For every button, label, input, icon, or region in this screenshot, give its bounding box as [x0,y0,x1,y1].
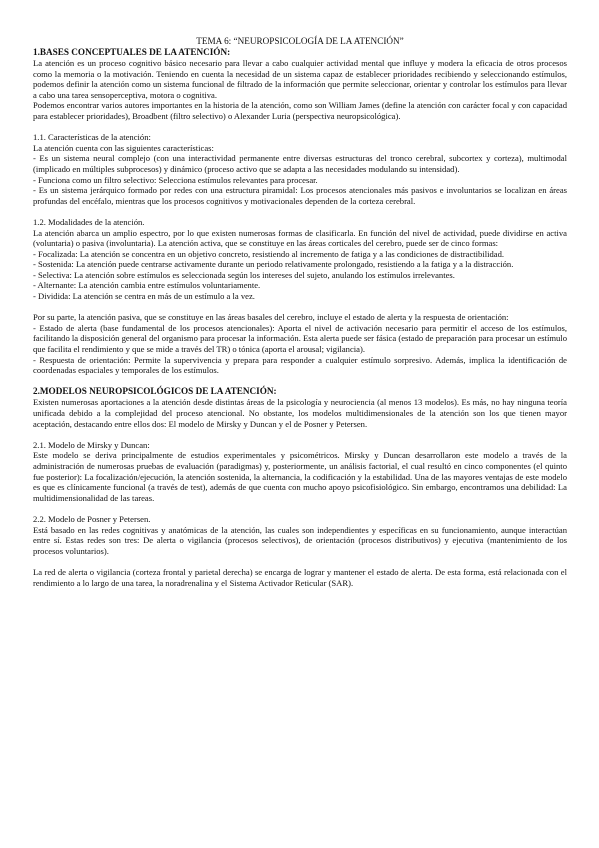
list-item: - Estado de alerta (base fundamental de los procesos atencionales): Aporta el nivel de activación necesario para permitir el acceso de los estímulos, facilitando la disposición general del organismo para procesar la información. Esta alerta puede ser fásica (estado de preparación para procesar un estímulo que facilita el rendimiento y que se mide a través del TR) o tónica (aporta el arousal; vigilancia). [33,322,567,355]
subsection-1-2-intro: La atención abarca un amplio espectro, por lo que existen numerosas formas de clasificarla. En función del nivel de actividad, puede dividirse en activa (voluntaria) o pasiva (involuntaria). La atención activa, que se constituye en las áreas corticales del cerebro, puede ser de cinco formas: [33,227,567,249]
spacer [33,122,567,133]
subsection-2-2-paragraph: Está basado en las redes cognitivas y anatómicas de la atención, las cuales son independientes y específicas en su funcionamiento, aunque interactúan entre sí. Estas redes son tres: De alerta o vigilancia (procesos selectivos), de orientación (procesos distributivos) y ejecutiva (mantenimiento de los procesos voluntarios). [33,524,567,556]
list-item: - Funciona como un filtro selectivo: Selecciona estímulos relevantes para procesar. [33,174,318,185]
list-item: - Focalizada: La atención se concentra en un objetivo concreto, resistiendo al incremento de fatiga y a las condiciones de distractibilidad. [33,248,505,259]
page-title: TEMA 6: “NEUROPSICOLOGÍA DE LA ATENCIÓN” [196,36,404,46]
section-2-paragraph: Existen numerosas aportaciones a la atención desde distintas áreas de la psicología y neurociencia (al menos 13 modelos). Es más, no hay ninguna teoría unificada debido a la complejidad del proceso atencional. No obstante, los modelos multidimensionales de la atención son los que tienen mayor aceptación, destacando entre ellos dos: El modelo de Mirsky y Duncan y el de Posner y Petersen. [33,397,567,429]
section-1-paragraph: Podemos encontrar varios autores importantes en la historia de la atención, como son William James (define la atención con carácter focal y con capacidad para establecer prioridades), Broadbent (filtro selectivo) o Alexander Luria (perspectiva neuropsicológica). [33,100,567,121]
subsection-1-1-heading: 1.1. Características de la atención: [33,132,151,143]
list-item: - Alternante: La atención cambia entre estímulos voluntariamente. [33,280,261,291]
subsection-2-1-paragraph: Este modelo se deriva principalmente de estudios experimentales y psicométricos. Mirsky y Duncan desarrollaron este modelo a través de la administración de numerosas pruebas de evaluación (paradigmas) y, posteriormente, un análisis factorial, el cual resultó en cinco componentes (el quinto fue posterior): La focalización/ejecución, la atención sostenida, la alternancia, la codificación y la estabilidad. Una de las mayores ventajas de este modelo es que es clínicamente funcional (a través de test), además de que cuenta con mucho apoyo psicofisiológico. Sin embargo, encontramos una debilidad: La multidimensionalidad de las tareas. [33,450,567,503]
list-item: - Dividida: La atención se centra en más de un estímulo a la vez. [33,291,255,302]
spacer [33,503,567,514]
list-item: - Es un sistema neural complejo (con una interactividad permanente entre diversas estructuras del tronco cerebral, subcortex y corteza), multimodal (implicado en múltiples subprocesos) y dinámico (proceso activo que se adapta a las necesidades modulando su intensidad). [33,153,567,174]
document-body [33,36,567,588]
section-2-heading: 2.MODELOS NEUROPSICOLÓGICOS DE LA ATENCIÓN: [33,386,277,397]
spacer [33,376,567,387]
spacer [33,206,567,217]
section-1-paragraph: La atención es un proceso cognitivo básico necesario para llevar a cabo cualquier actividad mental que influye y modera la eficacia de otros procesos como la memoria o la motivación. Teniendo en cuenta la necesidad de un sistema capaz de establecer prioridades recibiendo y seleccionando estímulos, podemos definir la atención como un sistema funcional de filtrado de la información que permite seleccionar, orientar y controlar los estímulos para llevar a cabo una tarea sensoperceptiva, motora o cognitiva. [33,58,567,100]
spacer [33,429,567,440]
list-item: - Respuesta de orientación: Permite la supervivencia y prepara para responder a cualquier estímulo sorpresivo. Además, implica la identificación de coordenadas espaciales y temporales de los estímulos. [33,354,567,376]
subsection-2-2-heading: 2.2. Modelo de Posner y Petersen. [33,513,151,524]
subsection-1-1-intro: La atención cuenta con las siguientes características: [33,142,214,153]
spacer [33,302,567,313]
subsection-2-2-paragraph: La red de alerta o vigilancia (corteza frontal y parietal derecha) se encarga de lograr y mantener el estado de alerta. De esta forma, está relacionada con el rendimiento a lo largo de una tarea, la noradrenalina y el Sistema Activador Reticular (SAR). [33,566,567,588]
list-item: - Selectiva: La atención sobre estímulos es seleccionada según los intereses del sujeto, anulando los estímulos irrelevantes. [33,269,455,280]
list-item: - Sostenida: La atención puede centrarse activamente durante un periodo relativamente prolongado, resistiendo a la fatiga y a la distracción. [33,259,514,270]
spacer [33,556,567,567]
section-1-heading: 1.BASES CONCEPTUALES DE LA ATENCIÓN: [33,47,231,57]
passive-attention-paragraph: Por su parte, la atención pasiva, que se constituye en las áreas basales del cerebro, incluye el estado de alerta y la respuesta de orientación: [33,312,509,323]
subsection-2-1-heading: 2.1. Modelo de Mirsky y Duncan: [33,439,150,450]
list-item: - Es un sistema jerárquico formado por redes con una estructura piramidal: Los procesos atencionales más pasivos e involuntarios se localizan en áreas profundas del encéfalo, mientras que los procesos cognitivos y motivacionales dependen de la corteza cerebral. [33,185,567,206]
subsection-1-2-heading: 1.2. Modalidades de la atención. [33,216,145,227]
